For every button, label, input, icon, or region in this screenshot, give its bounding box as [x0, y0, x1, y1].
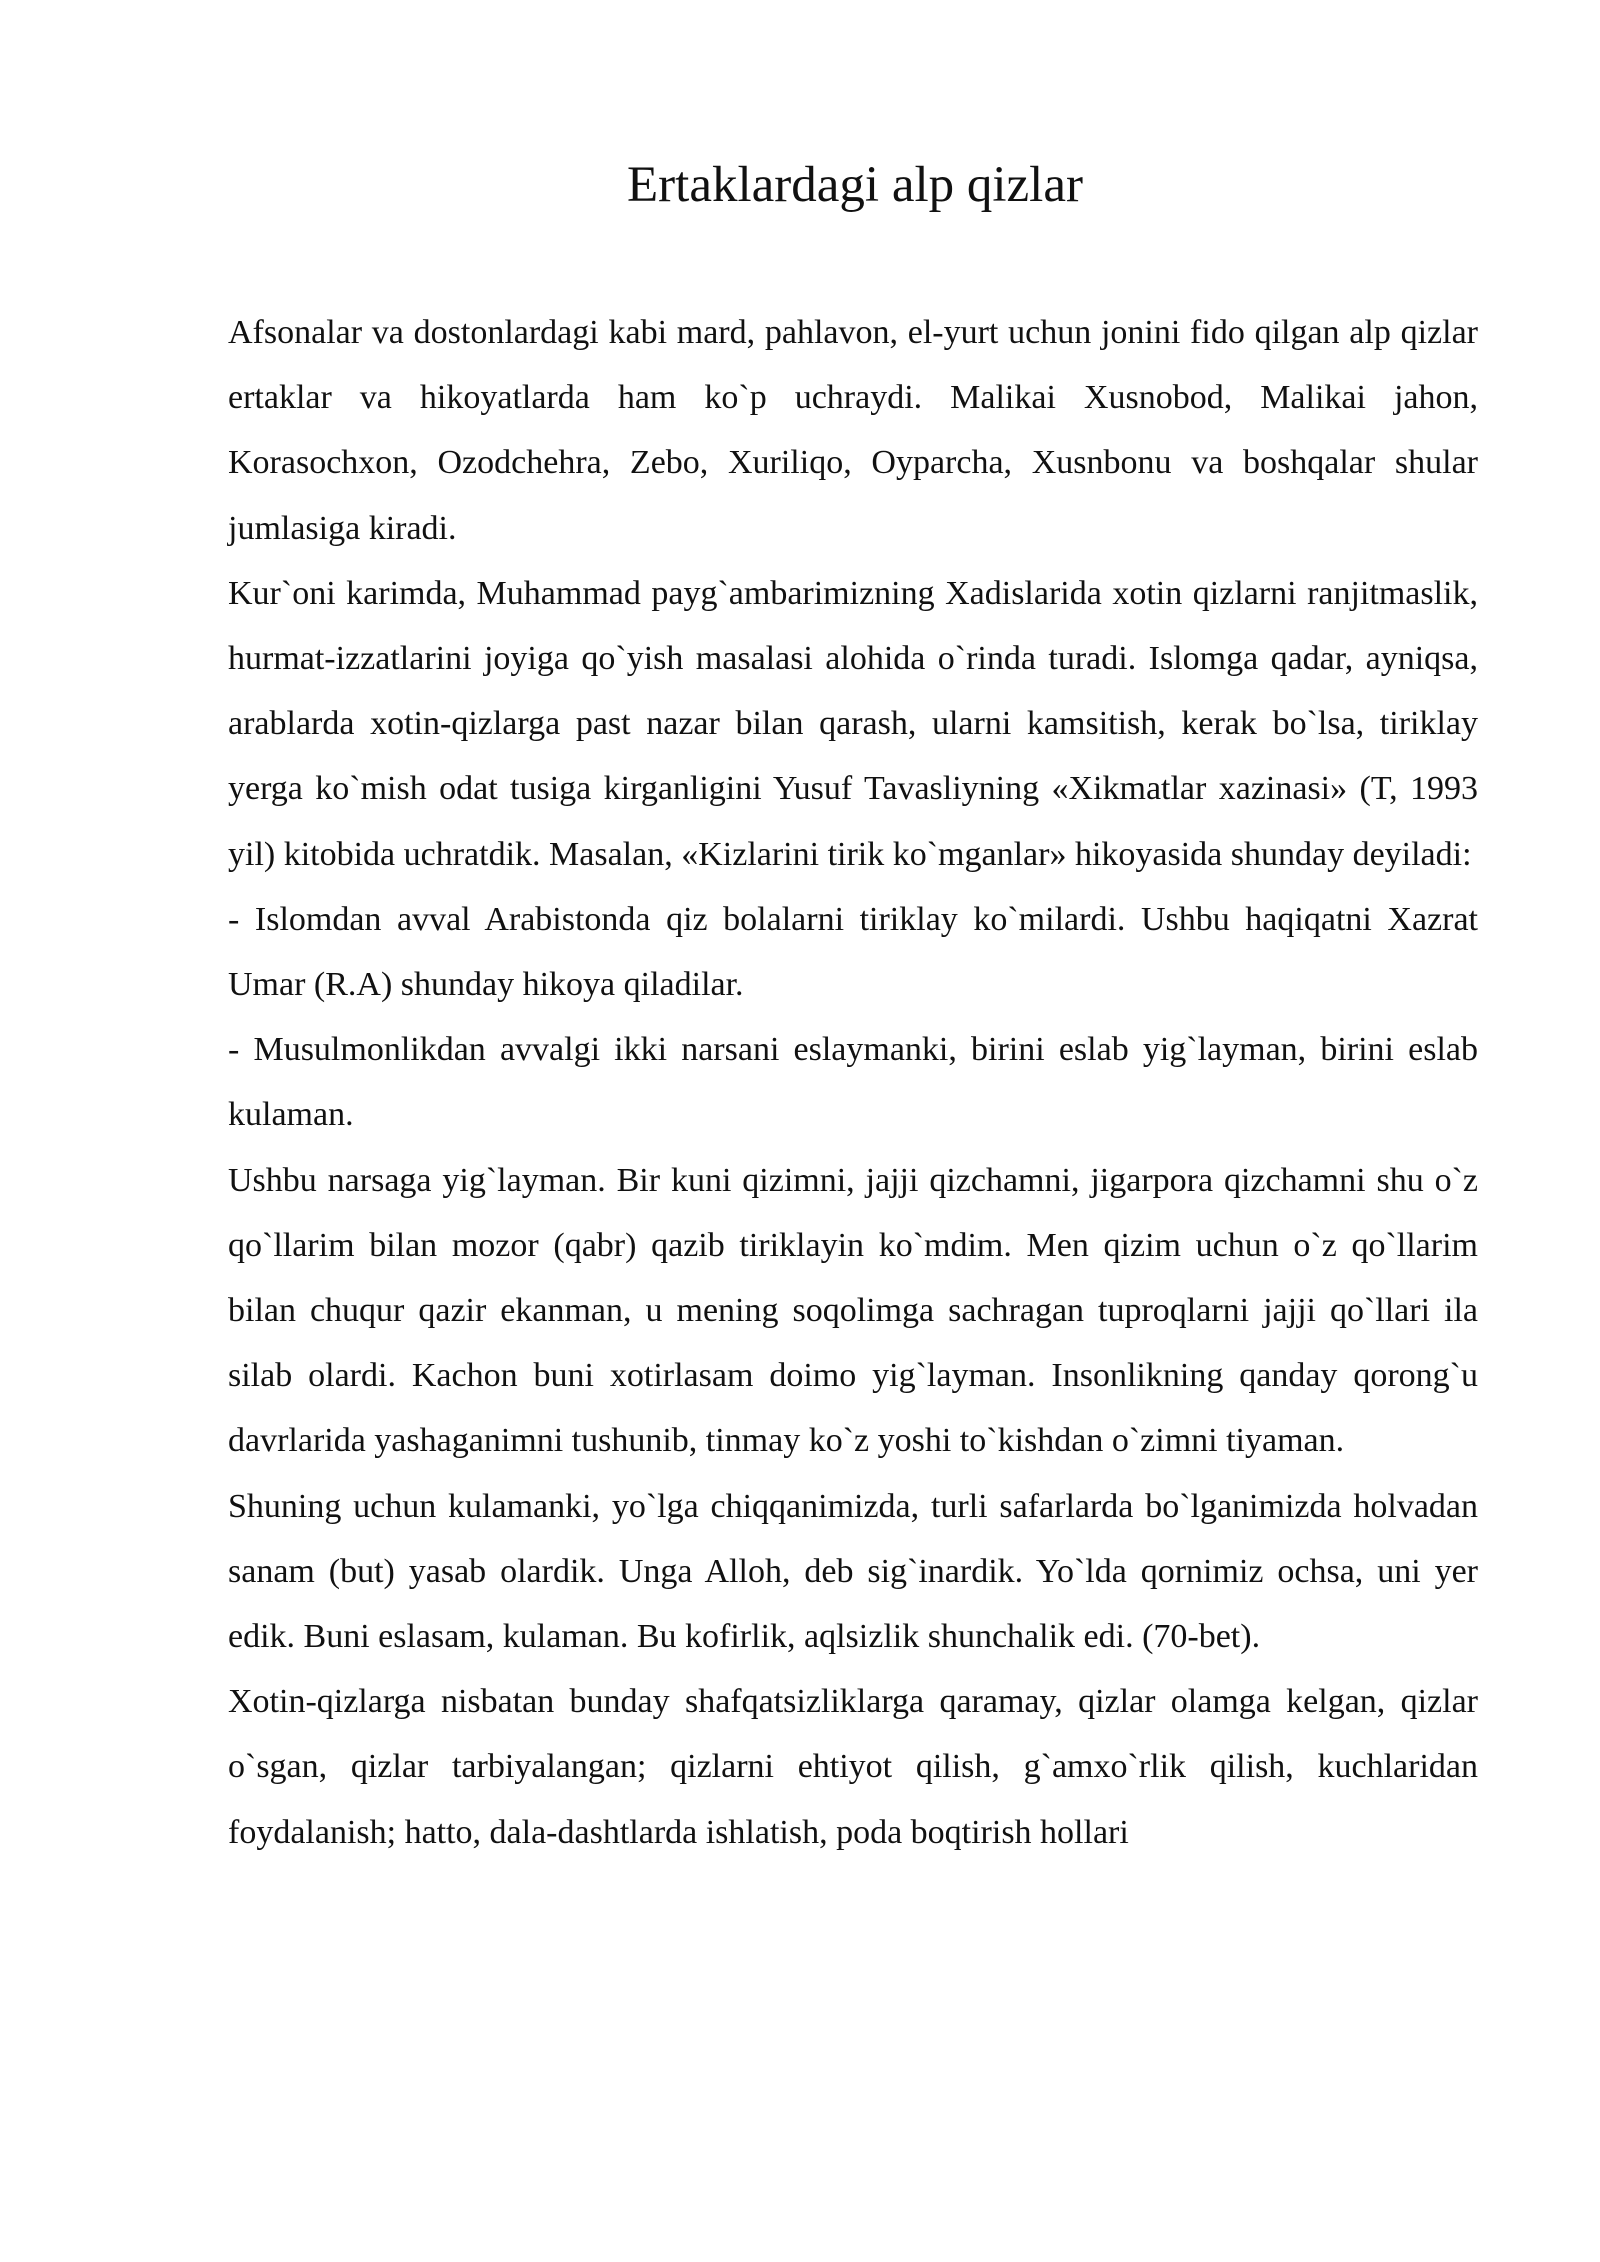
- paragraph: Afsonalar va dostonlardagi kabi mard, pahlavon, el-yurt uchun jonini fido qilgan alp qizlar ertaklar va hikoyatlarda ham ko`p uchraydi. Malikai Xusnobod, Malikai jahon, Korasochxon, Ozodchehra, Zebo, Xuriliqo, Oyparcha, Xusnbonu va boshqalar shular jumlasiga kiradi.: [228, 314, 1478, 547]
- paragraph: - Musulmonlikdan avvalgi ikki narsani eslaymanki, birini eslab yig`layman, birini eslab kulaman.: [228, 1031, 1478, 1134]
- paragraph: Xotin-qizlarga nisbatan bunday shafqatsizliklarga qaramay, qizlar olamga kelgan, qizlar o`sgan, qizlar tarbiyalangan; qizlarni ehtiyot qilish, g`amxo`rlik qilish, kuchlaridan foydalanish; hatto, dala-dashtlarda ishlatish, poda boqtirish hollari: [228, 1683, 1478, 1851]
- page-title: Ertaklardagi alp qizlar: [627, 157, 1083, 213]
- paragraph: - Islomdan avval Arabistonda qiz bolalarni tiriklay ko`milardi. Ushbu haqiqatni Xazrat Umar (R.A) shunday hikoya qiladilar.: [228, 900, 1478, 1004]
- paragraph: Shuning uchun kulamanki, yo`lga chiqqanimizda, turli safarlarda bo`lganimizda holvadan sanam (but) yasab olardik. Unga Alloh, deb sig`inardik. Yo`lda qornimiz ochsa, uni yer edik. Buni eslasam, kulaman. Bu kofirlik, aqlsizlik shunchalik edi. (70-bet).: [228, 1487, 1478, 1656]
- paragraph: Ushbu narsaga yig`layman. Bir kuni qizimni, jajji qizchamni, jigarpora qizchamni shu o`z qo`llarim bilan mozor (qabr) qazib tiriklayin ko`mdim. Men qizim uchun o`z qo`llarim bilan chuqur qazir ekanman, u mening soqolimga sachragan tuproqlarni jajji qo`llari ila silab olardi. Kachon buni xotirlasam doimo yig`layman. Insonlikning qanday qorong`u davrlarida yashaganimni tushunib, tinmay ko`z yoshi to`kishdan o`zimni tiyaman.: [228, 1161, 1478, 1460]
- document-body: [228, 300, 1478, 1865]
- paragraph: Kur`oni karimda, Muhammad payg`ambarimizning Xadislarida xotin qizlarni ranjitmaslik, hurmat-izzatlarini joyiga qo`yish masalasi alohida o`rinda turadi. Islomga qadar, ayniqsa, arablarda xotin-qizlarga past nazar bilan qarash, ularni kamsitish, kerak bo`lsa, tiriklay yerga ko`mish odat tusiga kirganligini Yusuf Tavasliyning «Xikmatlar xazinasi» (T, 1993 yil) kitobida uchratdik. Masalan, «Kizlarini tirik ko`mganlar» hikoyasida shunday deyiladi:: [228, 574, 1478, 873]
